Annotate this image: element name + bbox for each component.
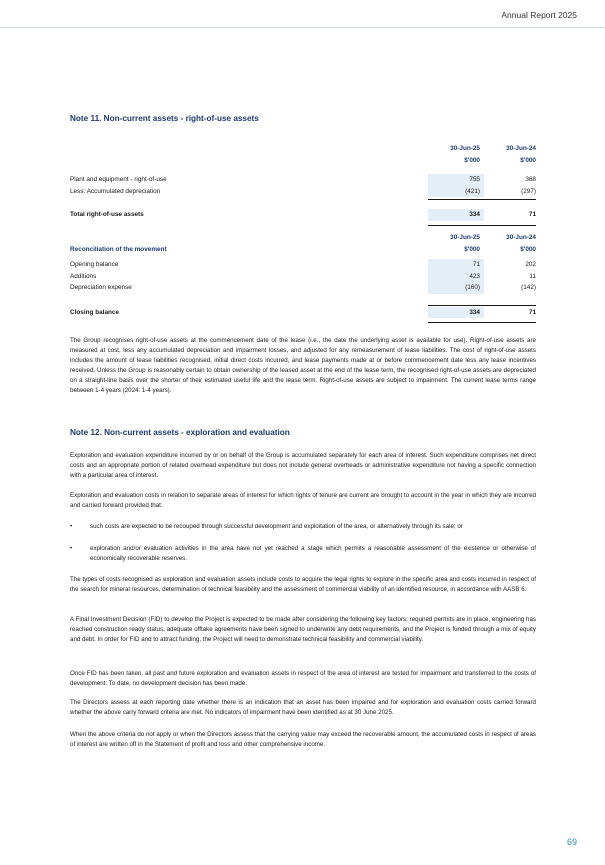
row-label: Additions: [70, 272, 97, 280]
row-value-2024: (297): [521, 187, 536, 195]
recon-header-units: [70, 244, 536, 256]
row-label: Plant and equipment - right-of-use: [70, 176, 167, 183]
note12-paragraph-4: A Final Investment Decision (FID) to develop the Project is expected to be made after considering the following key factors: required permits are in place, engineering has reached construction ready status, adequate offtake agreements have been signed to underwrite any debt requirements, and the Project is funded through a mix of equity and debt. In order for FID and to attract funding, the Project will need to demonstrate technical feasibility and commercial viability.: [70, 616, 536, 644]
row-value-2025: 423: [428, 271, 484, 283]
note12-paragraph-1: Exploration and evaluation expenditure incurred by or on behalf of the Group is accumulated separately for each area of interest. Such expenditure comprises net direct costs and an appropriate portion of related overhead expenditure but does not include general overheads or administrative expenditure not having a specific connection with a particular area of interest.: [70, 452, 536, 480]
recon-unit-2025: $'000: [464, 245, 480, 253]
row-label: Depreciation expense: [70, 284, 132, 291]
report-title: Annual Report 2025: [501, 10, 577, 20]
closing-rule: [484, 322, 536, 323]
col-header-2025: 30-Jun-25: [450, 145, 480, 152]
recon-col-2024: 30-Jun-24: [506, 234, 536, 241]
recon-header-dates: [70, 232, 536, 244]
bullet-icon: •: [70, 545, 73, 552]
note12-paragraph-7: When the above criteria do not apply or when the Directors assess that the carrying value may exceed the recoverable amount, the accumulated costs in respect of areas of interest are written off in the Statement of profit and loss and other comprehensive income.: [70, 731, 536, 749]
closing-value-2024: 71: [528, 308, 536, 316]
table-header-dates: [70, 143, 536, 155]
row-value-2025: 755: [428, 174, 484, 186]
table-header-units: [70, 155, 536, 167]
total-row: [70, 209, 536, 221]
note11-title: Note 11. Non-current assets - right-of-use assets: [70, 114, 259, 123]
bullet-icon: •: [70, 523, 73, 530]
row-value-2024: (142): [521, 284, 536, 291]
col-header-2024: 30-Jun-24: [506, 145, 536, 152]
page-number: 69: [566, 837, 577, 847]
closing-row: [70, 307, 536, 319]
header-divider: [0, 27, 605, 28]
total-rule: [484, 225, 536, 226]
row-value-2024: 11: [529, 272, 536, 280]
total-value-2025: 334: [428, 209, 484, 221]
row-label: Opening balance: [70, 261, 119, 268]
total-label: Total right-of-use assets: [70, 211, 144, 218]
table-row: [70, 271, 536, 283]
table-row: [70, 174, 536, 186]
closing-label: Closing balance: [70, 308, 120, 316]
list-item-text: such costs are expected to be recouped through successful development and exploitation of the area, or alternatively through its sale; or: [90, 523, 463, 530]
row-value-2025: (160): [428, 282, 484, 294]
row-label: Less: Accumulated depreciation: [70, 187, 161, 195]
closing-value-2025: 334: [428, 307, 484, 319]
note12-paragraph-5: Once FID has been taken, all past and future exploration and evaluation assets in respect of the area of interest are tested for impairment and transferred to the costs of development. To date, no development decision has been made.: [70, 670, 536, 688]
note12-paragraph-6: The Directors assess at each reporting date whether there is an indication that an asset has been impaired and for exploration and evaluation costs carried forward whether the above carry forward criteria are met. No indicators of impairment have been identified as at 30 June 2025.: [70, 699, 536, 717]
table-row: [70, 259, 536, 271]
closing-rule: [428, 322, 484, 323]
total-rule: [428, 225, 484, 226]
reconciliation-table: [70, 232, 536, 318]
row-value-2025: 71: [428, 259, 484, 271]
recon-col-2025: 30-Jun-25: [450, 234, 480, 241]
row-value-2024: 202: [525, 261, 536, 268]
note12-title: Note 12. Non-current assets - exploration and evaluation: [70, 428, 290, 437]
row-value-2024: 368: [525, 176, 536, 183]
list-item-text: exploration and/or evaluation activities in the area have not yet reached a stage which permits a reasonable assessment of the existence or otherwise of economically recoverable reserves.: [90, 545, 536, 563]
right-of-use-table: [70, 143, 536, 221]
col-unit-2024: $'000: [520, 156, 536, 164]
total-value-2024: 71: [528, 211, 536, 218]
recon-title: Reconciliation of the movement: [70, 245, 167, 253]
row-value-2025: (421): [428, 186, 484, 198]
table-row: [70, 282, 536, 294]
col-unit-2025: $'000: [464, 156, 480, 164]
note11-paragraph: The Group recognises right-of-use assets at the commencement date of the lease (i.e., the date the underlying asset is available for use). Right-of-use assets are measured at cost, less any accumulated depreciation and impairment losses, and adjusted for any remeasurement of lease liabilities. The cost of right-of-use assets includes the amount of lease liabilities recognised, initial direct costs incurred, and lease payments made at or before commencement date less any lease incentives received. Unless the Group is reasonably certain to obtain ownership of the leased asset at the end of the lease term, the recognised right-of-use assets are depreciated on a straight-line basis over the shorter of their estimated useful life and the lease term. Right-of-use assets are subject to impairment. The current lease terms range between 1-4 years (2024: 1-4 years).: [70, 337, 536, 395]
recon-unit-2024: $'000: [520, 245, 536, 253]
note12-paragraph-2: Exploration and evaluation costs in relation to separate areas of interest for which rights of tenure are current are brought to account in the year in which they are incurred and carried forward provided that:: [70, 492, 536, 510]
note12-paragraph-3: The types of costs recognised as exploration and evaluation assets include costs to acquire the legal rights to explore in the specific area and costs incurred in respect of the search for mineral resources, determination of technical feasibility and the assessment of commercial viability of an identified resource, in accordance with AASB 6.: [70, 576, 536, 594]
table-row: [70, 186, 536, 198]
